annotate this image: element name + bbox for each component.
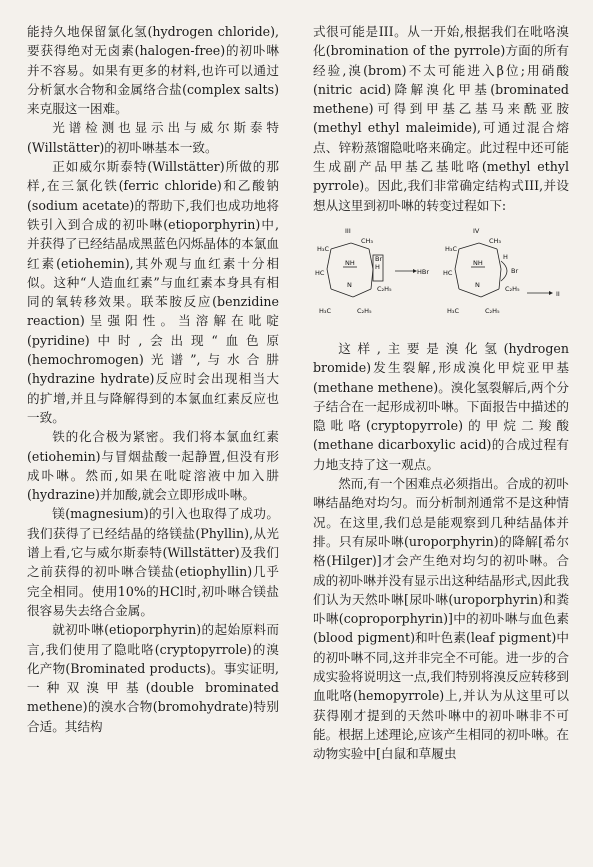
h3c-label: H₃C — [317, 244, 330, 253]
paragraph: 光谱检测也显示出与威尔斯泰特(Willstätter)的初卟啉基本一致。 — [27, 120, 279, 155]
c2h5-label: C₂H₅ — [505, 284, 520, 293]
h-label: H — [375, 262, 380, 271]
nh-label: NH — [473, 258, 483, 267]
bottom-h3c-label: H₃C — [447, 306, 460, 315]
bottom-c2h5-label: C₂H₅ — [485, 306, 500, 315]
label-iii: III — [345, 226, 351, 235]
right-column — [313, 22, 569, 764]
n-label: N — [347, 280, 352, 289]
ch3-label: CH₃ — [361, 236, 374, 245]
nh-label: NH — [345, 258, 355, 267]
br-label: Br — [511, 266, 519, 275]
paragraph: 铁的化合极为紧密。我们将本氯血红素(etiohemin)与冒烟盐酸一起静置,但没有形成卟啉。然而,如果在吡啶溶液中加入肼(hydrazine)并加酸,就会立即形成卟啉。 — [27, 429, 279, 503]
paragraph: 这样,主要是溴化氢(hydrogen bromide)发生裂解,形成溴化甲烷亚甲基(methane methene)。溴化氢裂解后,两个分子结合在一起形成初卟啉。下面报告中描述的隐吡咯(cryptopyrrole)的甲烷二羧酸(methane dicarboxylic acid)的合成过程有力地支持了这一观点。 — [313, 340, 569, 472]
paragraph: 正如威尔斯泰特(Willstätter)所做的那样,在三氯化铁(ferric chloride)和乙酸钠(sodium acetate)的帮助下,我们也成功地将铁引入到合成的初卟啉(etioporphyrin)中,并获得了已经结晶成黑蓝色闪烁晶体的本氯血红素(etiohemin),其外观与血红素十分相似。这种“人造血红素”与血红素本身具有相同的氧转移效果。联苯胺反应(benzidine reaction)呈强阳性。当溶解在吡啶(pyridine)中时,会出现“血色原(hemochromogen)光谱”,与水合肼(hydrazine hydrate)反应时会出现相当大的扩增,并且与降解得到的本氯血红素反应也一致。 — [27, 159, 279, 425]
arrow-label-hbr: HBr — [417, 267, 430, 276]
h-label: H — [503, 252, 508, 261]
c2h5-label: C₂H₅ — [377, 284, 392, 293]
paragraph: 然而,有一个困难点必须指出。合成的初卟啉结晶绝对均匀。而分析制剂通常不是这种情况。在这里,我们总是能观察到几种结晶体并排。只有尿卟啉(uroporphyrin)的降解[希尔格(Hilger)]才会产生绝对均匀的初卟啉。合成的初卟啉并没有显示出这种结晶形式,因此我们认为天然卟啉[尿卟啉(uroporphyrin)和粪卟啉(coproporphyrin)]中的初卟啉与血色素(blood pigment)和叶色素(leaf pigment)中的初卟啉不同,这并非完全不可能。进一步的合成实验将说明这一点,我们特别将溴反应转移到血吡咯(hemopyrrole)上,并认为从这里可以获得刚才提到的天然卟啉中的初卟啉非不可能。根据上述理论,应该产生相同的初卟啉。在动物实验中[白鼠和草履虫 — [313, 476, 569, 762]
hc-label: HC — [315, 268, 325, 277]
chemical-structure-figure — [313, 221, 569, 331]
structure-iv — [455, 243, 507, 297]
paragraph: 镁(magnesium)的引入也取得了成功。我们获得了已经结晶的络镁盐(Phyllin),从光谱上看,它与威尔斯泰特(Willstätter)及我们之前获得的初卟啉合镁盐(etiophyllin)几乎完全相同。使用10%的HCl时,初卟啉合镁盐很容易失去络合金属。 — [27, 506, 279, 618]
br-label: Br — [375, 254, 383, 263]
label-iv: IV — [473, 226, 480, 235]
left-column — [27, 22, 279, 736]
h3c-label: H₃C — [445, 244, 458, 253]
bottom-h3c-label: H₃C — [319, 306, 332, 315]
hc-label: HC — [443, 268, 453, 277]
paragraph: 能持久地保留氯化氢(hydrogen chloride),要获得绝对无卤素(halogen-free)的初卟啉并不容易。如果有更多的材料,也许可以通过分析氯水合物和金属络合盐(complex salts)来克服这一困难。 — [27, 24, 279, 117]
paragraph: 就初卟啉(etioporphyrin)的起始原料而言,我们使用了隐吡咯(cryptopyrrole)的溴化产物(Brominated products)。事实证明,一种双溴甲基(double brominated methene)的溴水合物(bromohydrate)特别合适。其结构 — [27, 622, 279, 734]
paragraph: 式很可能是III。从一开始,根据我们在吡咯溴化(bromination of the pyrrole)方面的所有经验,溴(brom)不太可能进入β位;用硝酸(nitric acid)降解溴化甲基(brominated methene)可得到甲基乙基马来酰亚胺(methyl ethyl maleimide),可通过混合熔点、锌粉蒸馏隐吡咯来确定。此过程中还可能生成副产品甲基乙基吡咯(methyl ethyl pyrrole)。因此,我们非常确定结构式III,并设想从这里到初卟啉的转变过程如下: — [313, 24, 569, 213]
arrow-label-ii: II — [556, 289, 560, 298]
ch3-label: CH₃ — [489, 236, 502, 245]
n-label: N — [475, 280, 480, 289]
bottom-c2h5-label: C₂H₅ — [357, 306, 372, 315]
